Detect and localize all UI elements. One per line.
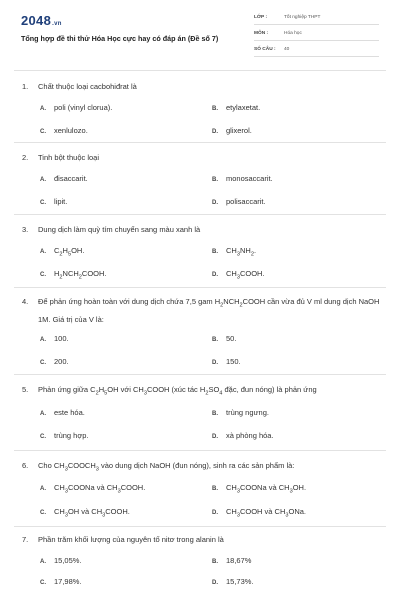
question-text: Cho $CH_3COOCH_3$ vào dung dịch NaOH (đun nóng), sinh ra các sản phẩm là:: [38, 461, 295, 473]
option-text: xenlulozo.: [54, 126, 88, 135]
question-divider: [14, 142, 386, 143]
question-number: 7.: [22, 535, 29, 544]
question-text: Dung dịch làm quỳ tím chuyển sang màu xanh là: [38, 225, 201, 234]
option-b[interactable]: [212, 103, 260, 112]
option-b[interactable]: [212, 334, 236, 343]
question-number: 3.: [22, 225, 29, 234]
option-text: $CH_3NH_2$.: [226, 246, 257, 258]
question-text: Chất thuộc loại cacbohiđrat là: [38, 82, 137, 91]
option-letter: A.: [40, 249, 46, 255]
option-text: $CH_3COONa$ và $CH_3OH$.: [226, 483, 307, 495]
option-c[interactable]: [40, 126, 88, 135]
option-text: xà phòng hóa.: [226, 431, 274, 440]
option-text: 15,73%.: [226, 577, 254, 586]
option-b[interactable]: [212, 556, 251, 565]
option-text: trùng ngưng.: [226, 408, 269, 417]
option-text: 150.: [226, 357, 241, 366]
option-a[interactable]: [40, 103, 112, 112]
option-letter: A.: [40, 486, 46, 492]
option-text: $CH_3COOH$.: [226, 269, 265, 281]
option-text: trùng hợp.: [54, 431, 89, 440]
option-letter: D.: [212, 580, 218, 586]
question-number: 5.: [22, 385, 29, 394]
option-d[interactable]: [212, 577, 254, 586]
option-d[interactable]: [212, 197, 266, 206]
option-text: etylaxetat.: [226, 103, 261, 112]
question-divider: [14, 374, 386, 375]
question-text: Tinh bột thuộc loại: [38, 153, 100, 162]
option-text: polisaccarit.: [226, 197, 266, 206]
question-number: 4.: [22, 297, 29, 306]
option-c[interactable]: [40, 507, 130, 519]
meta-label: MÔN :: [254, 31, 269, 36]
option-text: glixerol.: [226, 126, 252, 135]
meta-label: LỚP :: [254, 15, 268, 20]
site-logo[interactable]: [21, 13, 62, 28]
option-letter: A.: [40, 177, 46, 183]
option-text: $CH_3COONa$ và $CH_3COOH$.: [54, 483, 146, 495]
header-divider: [14, 70, 386, 71]
option-text: lipit.: [54, 197, 68, 206]
option-text: este hóa.: [54, 408, 85, 417]
option-b[interactable]: [212, 408, 269, 417]
option-letter: C.: [40, 200, 46, 206]
logo-suffix: .vn: [52, 21, 62, 27]
option-a[interactable]: [40, 174, 88, 183]
option-text: 18,67%: [226, 556, 252, 565]
option-text: đisaccarit.: [54, 174, 88, 183]
option-letter: A.: [40, 337, 46, 343]
option-text: $CH_3OH$ và $CH_3COOH$.: [54, 507, 130, 519]
option-letter: C.: [40, 510, 46, 516]
question-text: Phản ứng giữa $C_2H_5OH$ với $CH_3COOH$ (xúc tác $H_2SO_4$ đặc, đun nóng) là phản ứng: [38, 385, 317, 397]
option-d[interactable]: [212, 269, 265, 281]
option-d[interactable]: [212, 126, 252, 135]
meta-value: Hóa học: [284, 31, 302, 36]
option-text: monosaccarit.: [226, 174, 273, 183]
page-header: [0, 0, 400, 70]
option-letter: B.: [212, 337, 218, 343]
option-c[interactable]: [40, 197, 67, 206]
meta-row-question-count: [254, 46, 379, 57]
option-text: $H_2NCH_2COOH$.: [54, 269, 107, 281]
option-c[interactable]: [40, 431, 89, 440]
option-letter: B.: [212, 559, 218, 565]
option-letter: D.: [212, 129, 218, 135]
option-d[interactable]: [212, 357, 241, 366]
option-a[interactable]: [40, 408, 85, 417]
option-d[interactable]: [212, 507, 306, 519]
option-text: poli (vinyl clorua).: [54, 103, 113, 112]
option-b[interactable]: [212, 246, 256, 258]
option-c[interactable]: [40, 357, 69, 366]
document-title: Tổng hợp đề thi thử Hóa Học cực hay có đáp án (Đề số 7): [21, 34, 219, 43]
option-text: 100.: [54, 334, 69, 343]
option-letter: A.: [40, 106, 46, 112]
logo-text: 2048: [21, 13, 52, 28]
option-letter: C.: [40, 580, 46, 586]
option-letter: B.: [212, 486, 218, 492]
option-c[interactable]: [40, 269, 107, 281]
option-a[interactable]: [40, 556, 82, 565]
option-b[interactable]: [212, 483, 306, 495]
question-divider: [14, 526, 386, 527]
option-letter: C.: [40, 434, 46, 440]
option-text: 200.: [54, 357, 69, 366]
option-a[interactable]: [40, 483, 145, 495]
option-letter: D.: [212, 360, 218, 366]
option-letter: D.: [212, 510, 218, 516]
option-letter: B.: [212, 411, 218, 417]
question-number: 6.: [22, 461, 29, 470]
question-divider: [14, 214, 386, 215]
question-divider: [14, 450, 386, 451]
meta-row-class: [254, 14, 379, 25]
option-b[interactable]: [212, 174, 273, 183]
option-text: $CH_3COOH$ và $CH_3ONa$.: [226, 507, 307, 519]
option-letter: D.: [212, 272, 218, 278]
meta-row-subject: [254, 30, 379, 41]
question-divider: [14, 287, 386, 288]
option-a[interactable]: [40, 246, 84, 258]
option-text: $C_2H_5OH$.: [54, 246, 85, 258]
option-text: 50.: [226, 334, 237, 343]
option-letter: B.: [212, 177, 218, 183]
meta-value: Tốt nghiệp THPT: [284, 15, 321, 20]
question-text: Phần trăm khối lượng của nguyên tố nitơ trong alanin là: [38, 535, 224, 544]
option-c[interactable]: [40, 577, 82, 586]
option-letter: B.: [212, 249, 218, 255]
option-letter: D.: [212, 434, 218, 440]
option-letter: C.: [40, 129, 46, 135]
meta-value: 40: [284, 47, 290, 52]
option-d[interactable]: [212, 431, 274, 440]
option-letter: C.: [40, 272, 46, 278]
option-letter: A.: [40, 559, 46, 565]
option-letter: C.: [40, 360, 46, 366]
option-letter: D.: [212, 200, 218, 206]
meta-label: SỐ CÂU :: [254, 47, 276, 52]
option-letter: B.: [212, 106, 218, 112]
question-number: 2.: [22, 153, 29, 162]
option-text: 15,05%.: [54, 556, 82, 565]
question-text: Để phản ứng hoàn toàn với dung dịch chứa 7,5 gam $H_2NCH_2COOH$ cần vừa đủ V ml dung dịch NaOH 1M. Giá trị của V là:: [38, 297, 380, 324]
option-text: 17,98%.: [54, 577, 82, 586]
option-letter: A.: [40, 411, 46, 417]
option-a[interactable]: [40, 334, 69, 343]
question-number: 1.: [22, 82, 29, 91]
